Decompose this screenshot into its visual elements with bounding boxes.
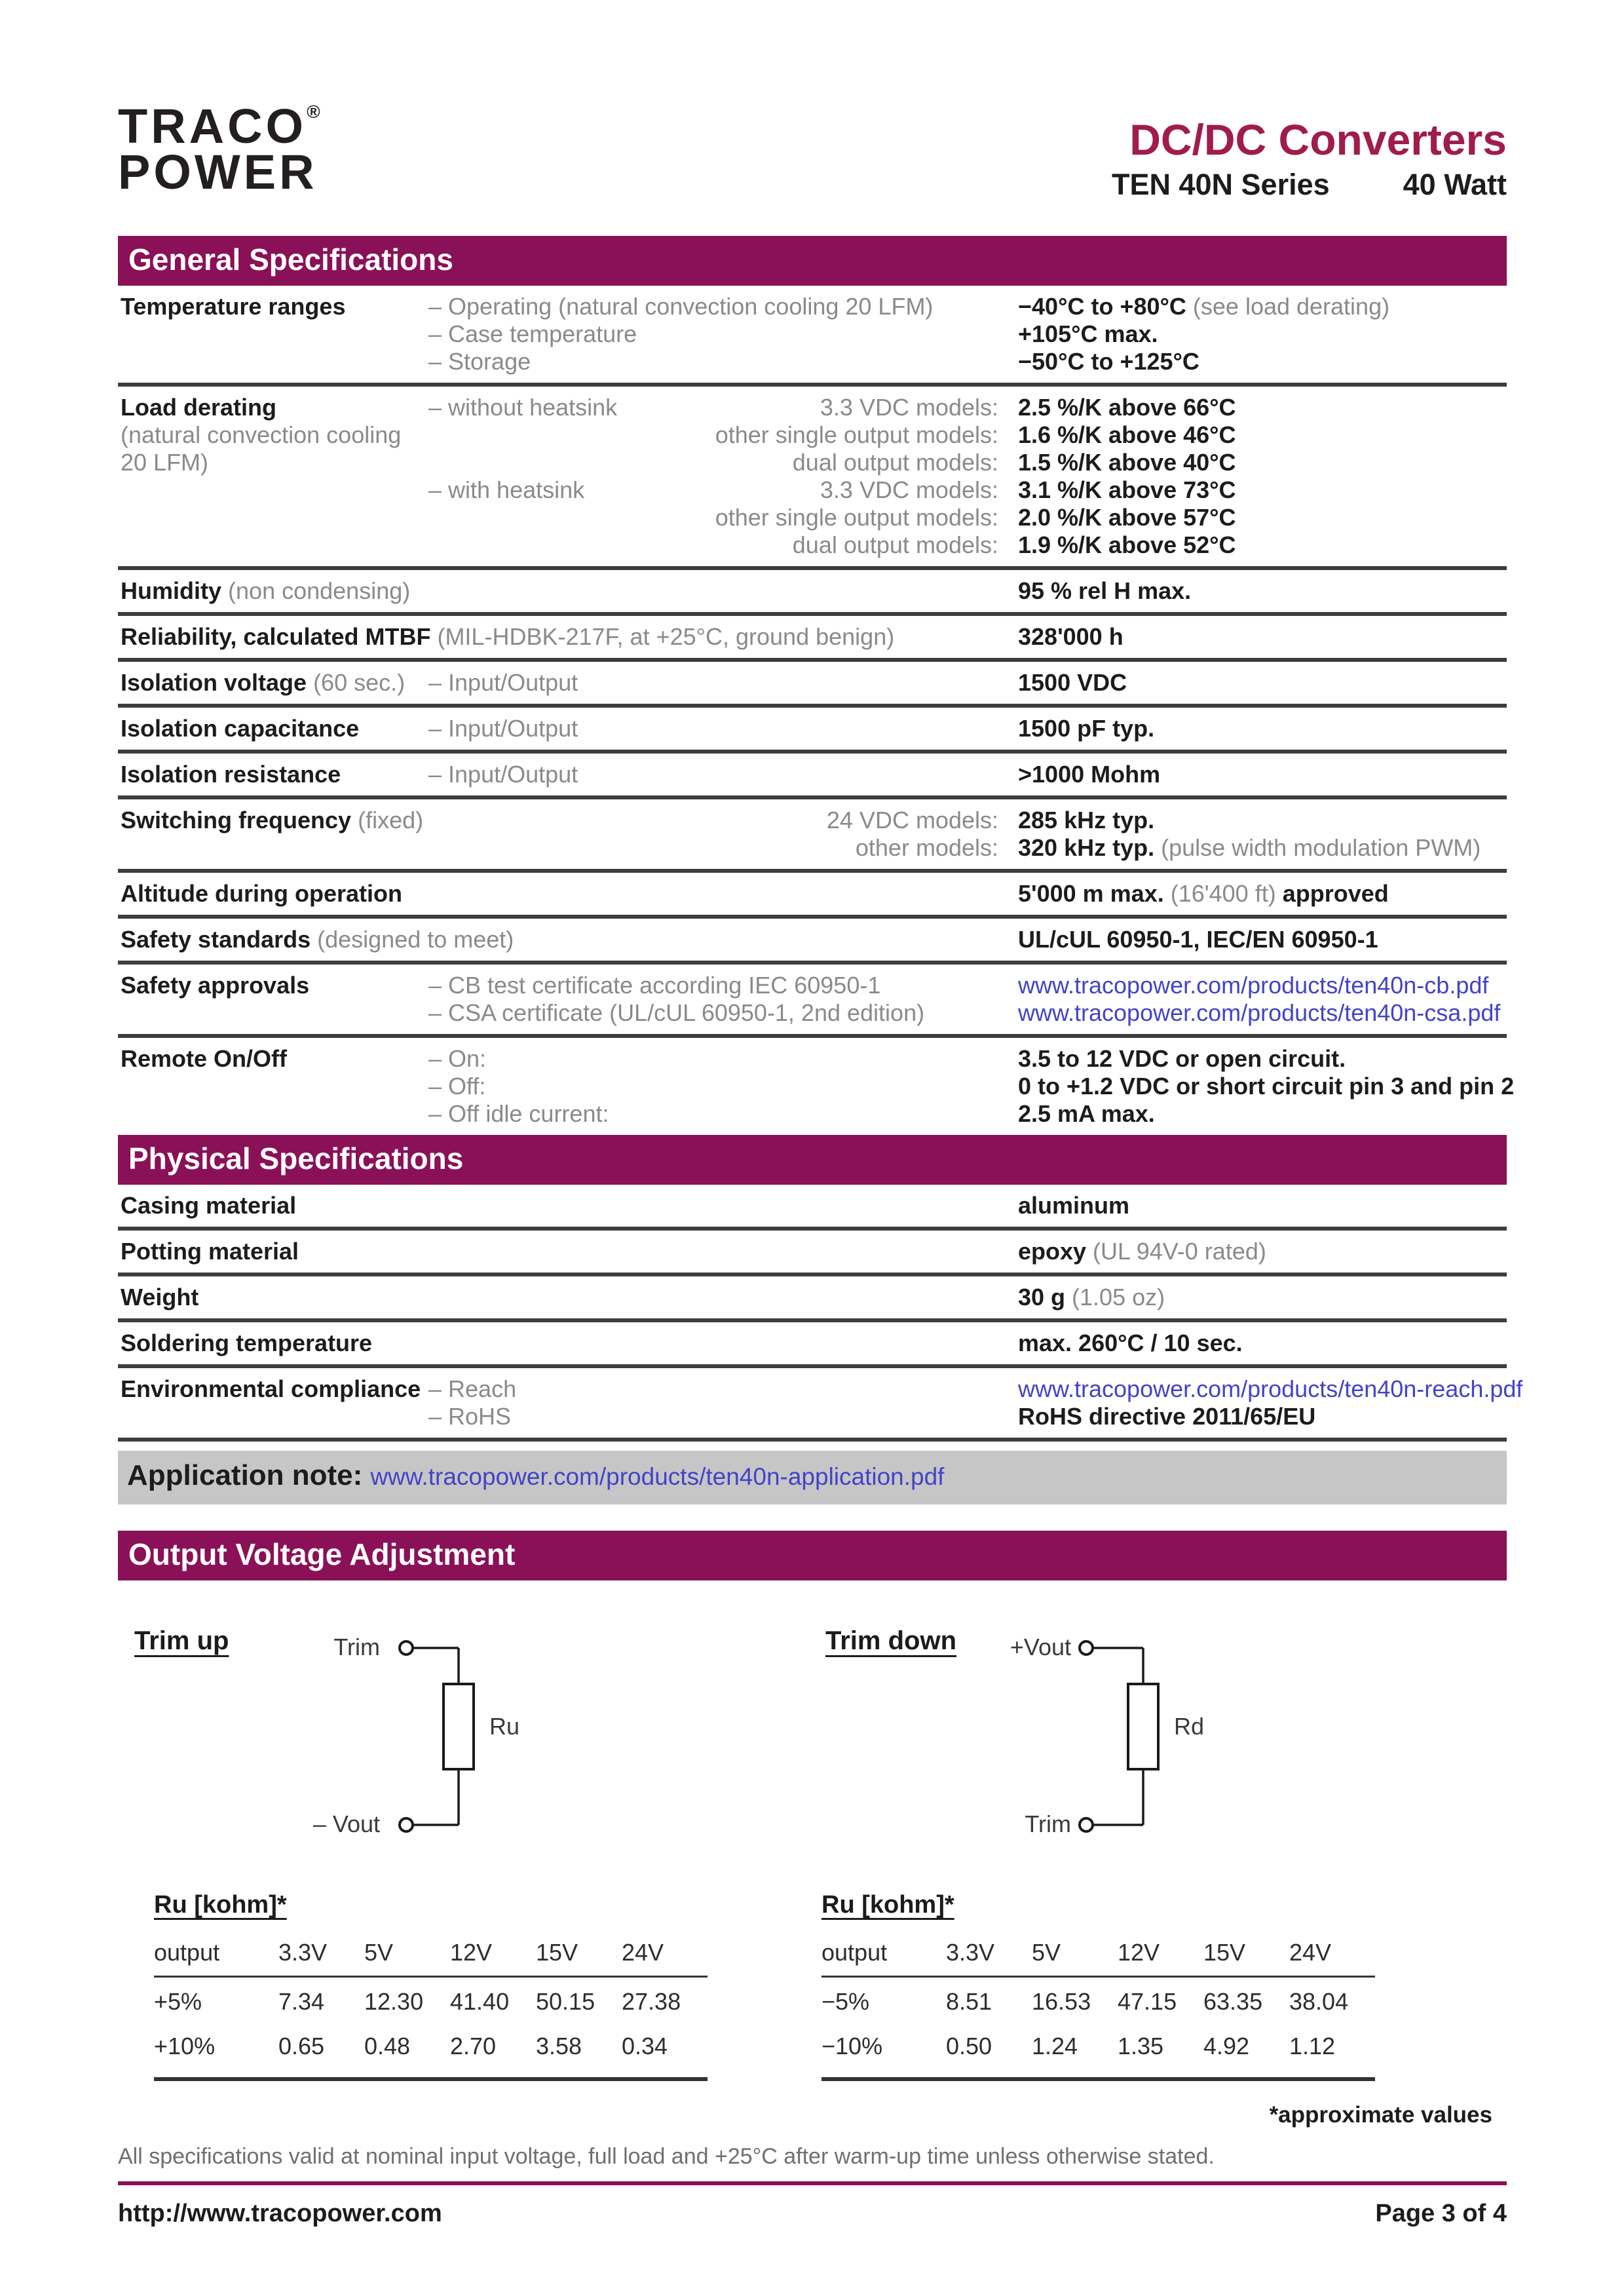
spec-values: 95 % rel H max. <box>1018 577 1192 604</box>
spec-values: −40°C to +80°C (see load derating) +105°C max. −50°C to +125°C <box>1018 293 1390 375</box>
footer-url: http://www.tracopower.com <box>118 2200 442 2227</box>
spec-values: UL/cUL 60950-1, IEC/EN 60950-1 <box>1018 926 1378 953</box>
trim-down-table-caption: Ru [kohm]* <box>821 1891 954 1919</box>
resistor-ru <box>444 1684 474 1769</box>
spec-conditions: – Input/Output <box>428 761 578 788</box>
spec-row-reliability-mtbf <box>118 616 1507 658</box>
spec-values: >1000 Mohm <box>1018 761 1161 788</box>
spec-row-safety-approvals <box>118 965 1507 1034</box>
section-header-output-voltage-adjustment: Output Voltage Adjustment <box>118 1531 1507 1580</box>
spec-label: Isolation resistance <box>121 761 341 788</box>
vout-minus-terminal-circle <box>400 1818 413 1831</box>
spec-values: www.tracopower.com/products/ten40n-reach.pdf RoHS directive 2011/65/EU <box>1018 1375 1523 1430</box>
table-row: −10% 0.50 1.24 1.35 4.92 1.12 <box>821 2033 1336 2059</box>
spec-values: 328'000 h <box>1018 623 1124 650</box>
trim-down-heading: Trim down <box>825 1626 956 1655</box>
logo-word-power: POWER <box>118 144 318 199</box>
trim-down-resistor-label: Rd <box>1174 1713 1205 1740</box>
spec-row-isolation-resistance <box>118 754 1507 795</box>
row-divider <box>118 1438 1507 1442</box>
spec-label: Potting material <box>121 1238 299 1265</box>
spec-conditions: – On: – Off: – Off idle current: <box>428 1045 609 1127</box>
application-note-bar <box>118 1451 1507 1504</box>
spec-values: 30 g (1.05 oz) <box>1018 1284 1165 1311</box>
spec-label: Environmental compliance <box>121 1375 421 1402</box>
spec-label: Isolation capacitance <box>121 715 360 742</box>
spec-conditions: – without heatsink 3.3 VDC models: other single output models: dual output models: – with heatsink 3.3 VDC models: other single output models: dual output models: <box>428 394 998 558</box>
spec-label: Reliability, calculated MTBF (MIL-HDBK-217F, at +25°C, ground benign) <box>121 623 895 650</box>
trim-down-top-terminal-label: +Vout <box>1010 1634 1071 1660</box>
spec-values: 5'000 m max. (16'400 ft) approved <box>1018 880 1389 907</box>
spec-label: Load derating (natural convection cooling 20 LFM) <box>121 394 402 476</box>
trim-terminal-circle <box>400 1641 413 1655</box>
spec-values: 285 kHz typ. 320 kHz typ. (pulse width modulation PWM) <box>1018 807 1481 861</box>
trim-circuit-diagrams <box>118 1599 1507 1861</box>
spec-label: Isolation voltage (60 sec.) <box>121 669 406 696</box>
table-bottom-rule <box>821 2077 1375 2081</box>
spec-values: 3.5 to 12 VDC or open circuit. 0 to +1.2 VDC or short circuit pin 3 and pin 2 2.5 mA max. <box>1018 1045 1515 1127</box>
vout-plus-terminal-circle <box>1080 1641 1093 1655</box>
trim-up-resistor-label: Ru <box>489 1713 520 1740</box>
trim-terminal-circle <box>1080 1818 1093 1831</box>
spec-label: Safety approvals <box>121 972 310 999</box>
spec-row-potting-material <box>118 1231 1507 1272</box>
spec-label: Humidity (non condensing) <box>121 577 411 604</box>
spec-row-soldering-temperature <box>118 1322 1507 1364</box>
trim-up-bottom-terminal-label: – Vout <box>312 1810 380 1837</box>
csa-certificate-link[interactable]: www.tracopower.com/products/ten40n-csa.pdf <box>1018 999 1501 1026</box>
spec-row-isolation-voltage <box>118 662 1507 704</box>
trim-resistor-tables <box>118 1891 1507 2081</box>
trim-up-circuit <box>400 1641 474 1831</box>
spec-label: Temperature ranges <box>121 293 346 320</box>
trim-down-bottom-terminal-label: Trim <box>1025 1810 1071 1837</box>
spec-values: 1500 pF typ. <box>1018 715 1155 742</box>
spec-row-switching-frequency <box>118 799 1507 869</box>
table-header-row: output 3.3V 5V 12V 15V 24V <box>154 1939 708 1977</box>
cb-certificate-link[interactable]: www.tracopower.com/products/ten40n-cb.pdf <box>1018 972 1489 999</box>
spec-row-altitude <box>118 873 1507 915</box>
spec-row-environmental-compliance <box>118 1368 1523 1438</box>
trim-down-table <box>821 1891 1375 2081</box>
trim-up-top-terminal-label: Trim <box>333 1634 380 1660</box>
spec-conditions: 24 VDC models: other models: <box>826 807 998 861</box>
section-header-physical: Physical Specifications <box>118 1135 1507 1185</box>
trim-up-heading: Trim up <box>134 1626 229 1655</box>
approximate-values-note: *approximate values <box>1269 2102 1492 2128</box>
page-number: Page 3 of 4 <box>1375 2200 1507 2227</box>
table-row: −5% 8.51 16.53 47.15 63.35 38.04 <box>821 1988 1349 2015</box>
spec-values: epoxy (UL 94V-0 rated) <box>1018 1238 1266 1265</box>
spec-conditions: – Input/Output <box>428 669 578 696</box>
logo-word-traco: TRACO <box>118 99 307 153</box>
table-row: +5% 7.34 12.30 41.40 50.15 27.38 <box>154 1988 681 2015</box>
document-title: DC/DC Converters <box>1129 115 1507 164</box>
table-header-row: output 3.3V 5V 12V 15V 24V <box>821 1939 1375 1977</box>
spec-label: Casing material <box>121 1192 297 1219</box>
spec-label: Altitude during operation <box>121 880 402 907</box>
wattage: 40 Watt <box>1403 168 1507 201</box>
spec-row-casing-material <box>118 1185 1507 1227</box>
spec-values: 1500 VDC <box>1018 669 1127 696</box>
spec-conditions: – Operating (natural convection cooling 20 LFM) – Case temperature – Storage <box>428 293 934 375</box>
spec-label: Switching frequency (fixed) <box>121 807 424 833</box>
spec-values: max. 260°C / 10 sec. <box>1018 1330 1243 1356</box>
spec-label: Weight <box>121 1284 199 1311</box>
spec-row-safety-standards <box>118 919 1507 961</box>
application-note-label: Application note: <box>127 1459 363 1491</box>
spec-row-isolation-capacitance <box>118 708 1507 750</box>
page-footer <box>118 2200 1507 2228</box>
spec-label: Remote On/Off <box>121 1045 288 1072</box>
application-note-link[interactable]: www.tracopower.com/products/ten40n-application.pdf <box>370 1463 945 1490</box>
spec-row-temperature-ranges <box>118 286 1507 383</box>
spec-row-load-derating <box>118 387 1507 566</box>
table-row: +10% 0.65 0.48 2.70 3.58 0.34 <box>154 2033 668 2059</box>
trim-down-circuit <box>1080 1641 1158 1831</box>
title-block <box>1112 104 1507 202</box>
specifications-footnote: All specifications valid at nominal input voltage, full load and +25°C after warm-up time unless otherwise stated. <box>118 2144 1215 2169</box>
spec-row-weight <box>118 1276 1507 1318</box>
spec-values: 2.5 %/K above 66°C 1.6 %/K above 46°C 1.5 %/K above 40°C 3.1 %/K above 73°C 2.0 %/K above 57°C 1.9 %/K above 52°C <box>1018 394 1236 558</box>
spec-row-remote-on-off <box>118 1038 1515 1135</box>
spec-values: aluminum <box>1018 1192 1130 1219</box>
spec-row-humidity <box>118 570 1507 612</box>
spec-label: Soldering temperature <box>121 1330 373 1356</box>
table-bottom-rule <box>154 2077 708 2081</box>
section-header-general: General Specifications <box>118 236 1507 286</box>
resistor-rd <box>1128 1684 1158 1769</box>
traco-power-logo <box>118 99 320 199</box>
spec-values <box>1018 972 1509 1027</box>
trim-up-table-caption: Ru [kohm]* <box>154 1891 287 1919</box>
reach-compliance-link[interactable]: www.tracopower.com/products/ten40n-reach.pdf <box>1018 1375 1523 1402</box>
spec-conditions: – Input/Output <box>428 715 578 742</box>
page-header <box>118 0 1507 202</box>
footer-rule <box>118 2181 1507 2185</box>
registered-trademark-icon: ® <box>307 102 320 122</box>
trim-up-table <box>154 1891 708 2081</box>
spec-conditions: – Reach – RoHS <box>428 1375 517 1430</box>
series-name: TEN 40N Series <box>1111 168 1330 201</box>
spec-conditions: – CB test certificate according IEC 60950-1 – CSA certificate (UL/cUL 60950-1, 2nd edition) <box>428 972 925 1026</box>
spec-label: Safety standards (designed to meet) <box>121 926 514 953</box>
